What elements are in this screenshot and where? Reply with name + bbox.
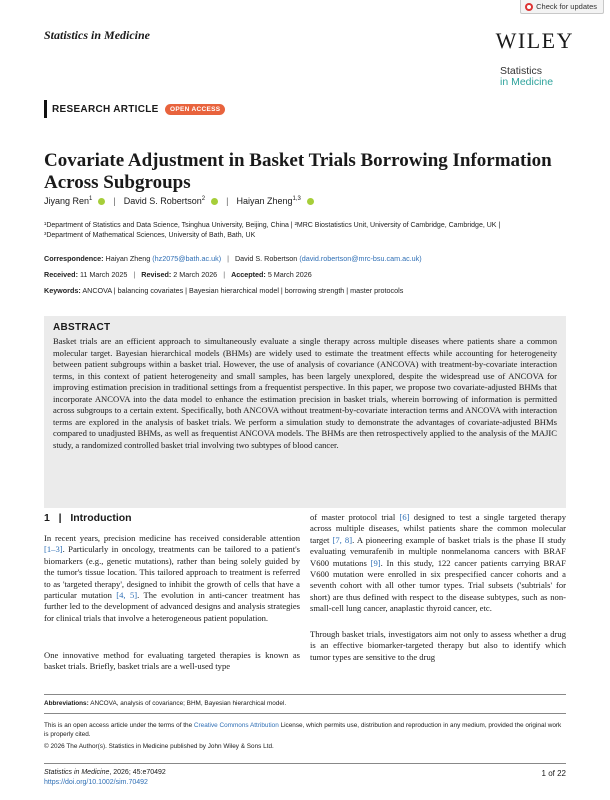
abstract-text: Basket trials are an efficient approach to simultaneously evaluate a single therapy across multiple diseases where patients share a common molecular target. Bayesian hierarchical models (BHMs) are widely used to estimate the treatment effects while accounting for heterogeneity between patient subgroups within a basket trial. However, the use of analysis of covariance (ANCOVA) with treatment-by-covariate interaction terms, in this context of patient heterogeneity and small samples, has been largely unexplored, despite the widespread use of ANCOVA for improving estimation precision in traditional settings from a frequentist perspective. In this paper, we propose two covariate-adjusted BHMs that incorporate ANCOVA into the data model to enhance the estimation precision in basket trials, wherein borrowing of information is permitted across subgroups to a certain extent. Specifically, both ANCOVA without treatment-by-covariate interaction terms and ANCOVA with interaction terms are explored in the analysis of basket trials. We perform a simulation study to demonstrate the advantages of covariate-adjusted BHMs compared to unadjusted BHMs, as well as frequentist ANCOVA models. The BHMs are then retrospectively applied to the analysis of the MAJIC study, a randomized controlled basket trial involving two subtypes of blood cancer. (53, 336, 557, 450)
copyright: © 2026 The Author(s). Statistics in Medicine published by John Wiley & Sons Ltd. (44, 743, 274, 750)
footnote-divider (44, 694, 566, 695)
email-link[interactable]: (hz2075@bath.ac.uk) (152, 254, 222, 263)
citation-link[interactable]: [4, 5] (116, 590, 138, 601)
check-for-updates-label: Check for updates (536, 2, 597, 11)
affiliation: ¹Department of Statistics and Data Science, Tsinghua University, Beijing, China | ²MRC Biostatistics Unit, University of Cambridge, Cambridge, UK | (44, 222, 501, 229)
author-list (44, 196, 314, 206)
article-title: Covariate Adjustment in Basket Trials Borrowing Information Across Subgroups (44, 150, 552, 193)
wiley-logo: WILEY (495, 28, 574, 53)
citation-link[interactable]: [6] (399, 512, 410, 522)
page-number: 1 of 22 (541, 769, 566, 778)
open-access-badge: OPEN ACCESS (165, 104, 225, 115)
section-heading: 1 | Introduction (44, 512, 132, 524)
journal-logo (500, 66, 553, 88)
keywords: Keywords: ANCOVA | balancing covariates | Bayesian hierarchical model | borrowing strength | master protocols (44, 286, 404, 295)
author-separator: | (226, 196, 229, 206)
article-dates: Received: 11 March 2025 | Revised: 2 March 2026 | Accepted: 5 March 2026 (44, 270, 312, 279)
citation-line: Statistics in Medicine, 2026; 45:e70492 (44, 769, 166, 776)
author-separator: | (113, 196, 116, 206)
orcid-icon[interactable] (307, 198, 314, 205)
email-link[interactable]: (david.robertson@mrc-bsu.cam.ac.uk) (299, 254, 422, 263)
citation-link[interactable]: [9] (370, 557, 381, 568)
footnote-divider (44, 713, 566, 714)
abbreviations: Abbreviations: ANCOVA, analysis of covariance; BHM, Bayesian hierarchical model. (44, 700, 287, 707)
crossmark-icon (525, 3, 533, 11)
footer-divider (44, 763, 566, 764)
doi-link[interactable]: https://doi.org/10.1002/sim.70492 (44, 779, 148, 786)
abstract-heading: ABSTRACT (53, 322, 111, 333)
intro-paragraph: One innovative method for evaluating targeted therapies is known as basket trials. Briefly, basket trials are a well-used type (44, 650, 300, 672)
article-type-bar (44, 100, 47, 118)
license-statement: This is an open access article under the terms of the Creative Commons Attribution License, which permits use, distribution and reproduction in any medium, provided the original work is properly cited. (44, 722, 562, 738)
journal-logo-line1: Statistics (500, 65, 543, 77)
journal-logo-line2: in Medicine (500, 76, 554, 88)
citation-link[interactable]: [7, 8] (332, 534, 353, 545)
abstract-box (44, 316, 566, 508)
orcid-icon[interactable] (211, 198, 218, 205)
correspondence: Correspondence: Haiyan Zheng (hz2075@bath.ac.uk) | David S. Robertson (david.robertson@mrc-bsu.cam.ac.uk) (44, 254, 422, 263)
journal-header: Statistics in Medicine (44, 28, 151, 42)
intro-paragraph: Through basket trials, investigators aim not only to assess whether a drug is an effective biomarker-targeted therapy but also to identify which tumor types are sensitive to the drug (310, 629, 566, 662)
affiliation: ³Department of Mathematical Sciences, University of Bath, Bath, UK (44, 232, 256, 239)
orcid-icon[interactable] (98, 198, 105, 205)
license-link[interactable]: Creative Commons Attribution (193, 722, 279, 729)
intro-paragraph: In recent years, precision medicine has received considerable attention [1–3]. Particularly in oncology, treatments can be tailored to a patient's biomarkers (e.g., genetic mutations), rather than being solely guided by the tumor's tissue location. This tailored approach to treatment is referred to as 'targeted therapy', designed to inhibit the growth of cells that have a particular mutation [4, 5]. The evolution in anti-cancer treatment has further led to the development of advanced designs and analysis strategies for clinical trials that involve a heterogeneous patient population. (44, 533, 300, 623)
author[interactable]: Haiyan Zheng$^{1,3}$ (236, 196, 301, 206)
intro-paragraph: of master protocol trial [6] designed to test a single targeted therapy across multiple diseases, whilst patients share the common molecular target [7, 8]. A pioneering example of basket trials is the phase II study evaluating vemurafenib in multiple nonmelanoma cancers with BRAF V600 mutations [9]. In this study, 122 cancer patients carrying BRAF V600 mutation were enrolled in six prespecified cancer cohorts and a seventh cohort with all other tumor types. Trial subsets ('subtrials' for short) are thus defined with respect to the disease subtypes, such as non-small-cell lung cancer, anaplastic thyroid cancer, etc. (310, 512, 566, 614)
check-for-updates-badge[interactable] (520, 0, 604, 14)
author[interactable]: Jiyang Ren$^1$ (44, 196, 93, 206)
author[interactable]: David S. Robertson$^2$ (123, 196, 206, 206)
citation-link[interactable]: [1–3] (44, 544, 63, 555)
article-type: RESEARCH ARTICLE (52, 104, 159, 115)
